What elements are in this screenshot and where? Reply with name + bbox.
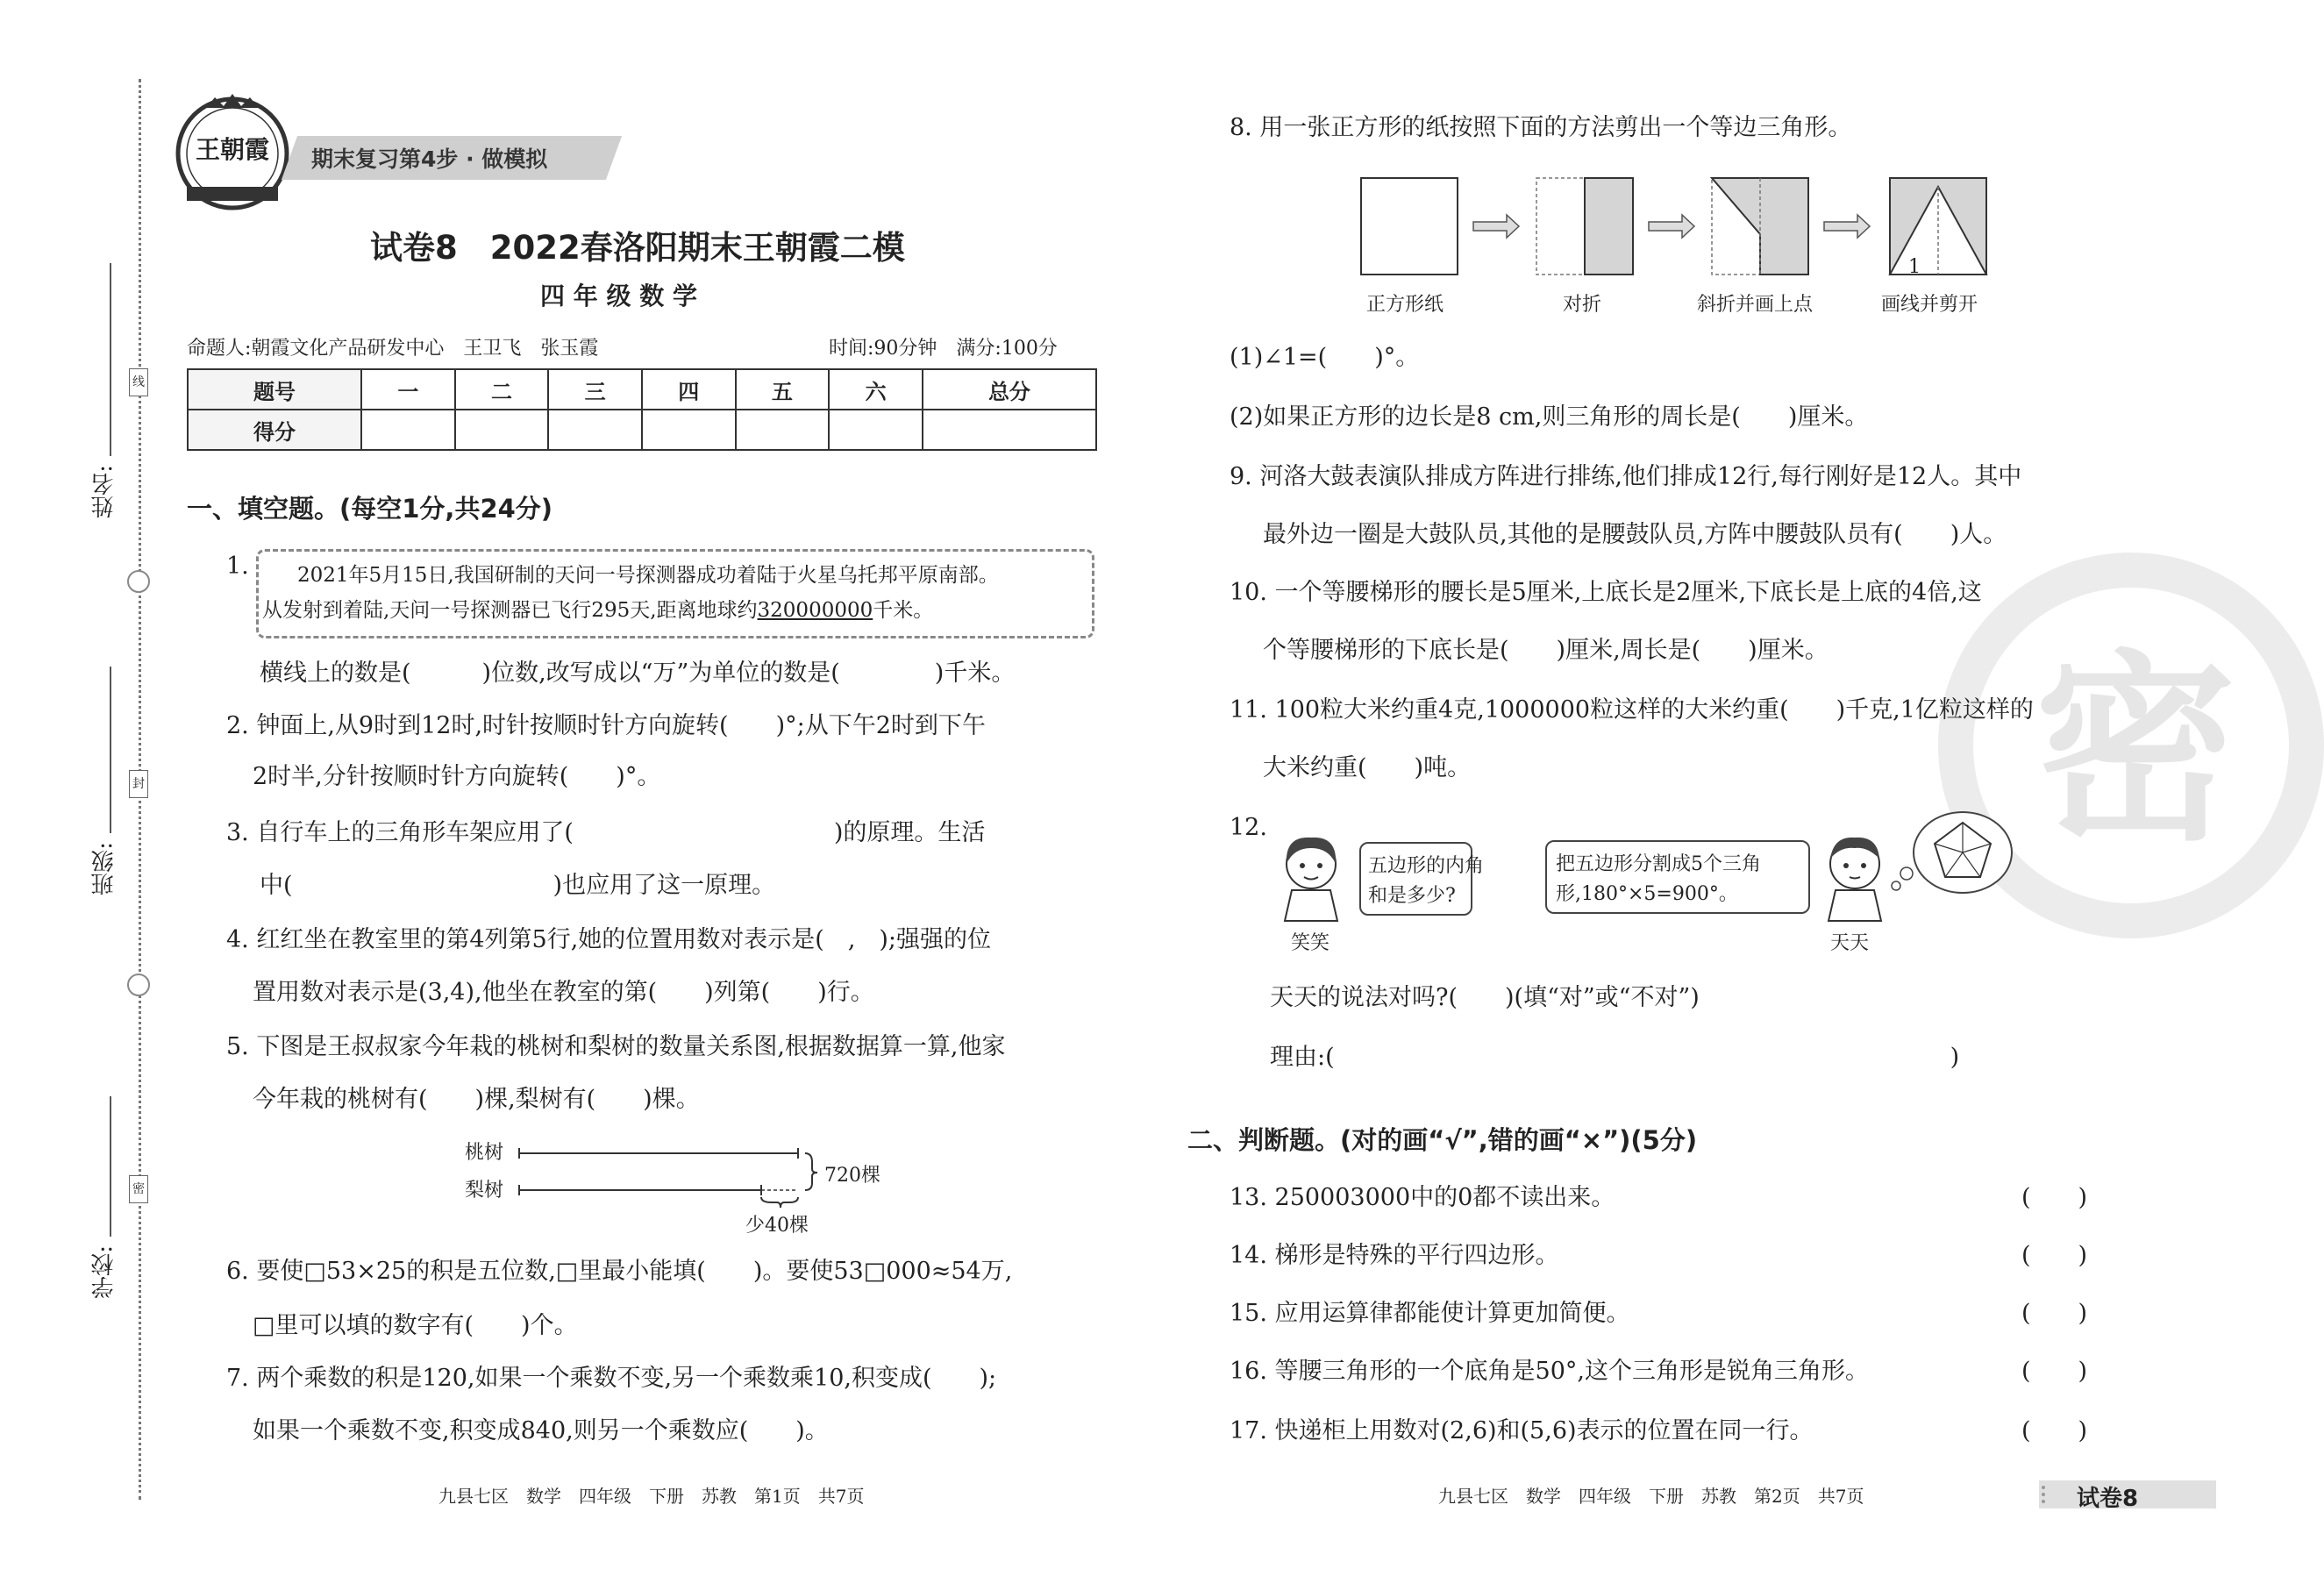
score-cell: 题号 — [188, 369, 361, 410]
q5-line2: 今年栽的桃树有( )棵,梨树有( )棵。 — [253, 1086, 700, 1113]
section-2-title: 二、判断题。(对的画“√”,错的画“×”)(5分) — [1187, 1125, 1698, 1155]
q2-line2: 2时半,分针按顺时针方向旋转( )°。 — [253, 763, 661, 790]
q3-line2: 中( )也应用了这一原理。 — [260, 872, 776, 899]
boy-speech-bubble — [1545, 840, 1810, 914]
score-cell: 得分 — [188, 410, 361, 450]
name-field[interactable] — [110, 263, 111, 456]
judge-15-answer[interactable]: ( ) — [2021, 1300, 2088, 1327]
judge-17: 17. 快递柜上用数对(2,6)和(5,6)表示的位置在同一行。 — [1230, 1417, 1814, 1444]
q1-box-text: 从发射到着陆,天问一号探测器已飞行295天,距离地球约 — [262, 599, 758, 622]
score-cell: 六 — [829, 369, 923, 410]
logo-text: 王朝霞 — [195, 135, 269, 164]
q9-line2: 最外边一圈是大鼓队员,其他的是腰鼓队员,方阵中腰鼓队员有( )人。 — [1263, 521, 2007, 548]
q1-info-box — [256, 549, 1094, 638]
q1-box-text: 千米。 — [873, 599, 934, 622]
q1-box-line1: 2021年5月15日,我国研制的天问一号探测器成功着陆于火星乌托邦平原南部。 — [297, 564, 999, 587]
q1-text: 横线上的数是( )位数,改写成以“万”为单位的数是( )千米。 — [260, 660, 1016, 687]
authors: 命题人:朝霞文化产品研发中心 王卫飞 张玉霞 — [187, 338, 599, 360]
score-input[interactable] — [548, 410, 642, 450]
brand-logo — [171, 92, 294, 215]
q4-line2: 置用数对表示是(3,4),他坐在教室的第( )列第( )行。 — [253, 979, 874, 1006]
q1-box-line2 — [262, 594, 933, 623]
judge-13: 13. 250003000中的0都不读出来。 — [1230, 1184, 1615, 1211]
section-1-title: 一、填空题。(每空1分,共24分) — [187, 494, 553, 524]
q12-line2: 理由:( ) — [1270, 1044, 1960, 1071]
q10-line1: 10. 一个等腰梯形的腰长是5厘米,上底长是2厘米,下底长是上底的4倍,这 — [1230, 579, 1982, 606]
q10-line2: 个等腰梯形的下底长是( )厘米,周长是( )厘米。 — [1263, 637, 1829, 664]
question-number: 1. — [226, 553, 249, 580]
score-input[interactable] — [642, 410, 736, 450]
score-cell: 五 — [736, 369, 830, 410]
binding-mark-feng: 封 — [129, 770, 148, 798]
q8-sub2: (2)如果正方形的边长是8 cm,则三角形的周长是( )厘米。 — [1230, 403, 1869, 431]
binding-mark-xian: 线 — [129, 368, 148, 396]
bubble1-line1: 五边形的内角 — [1368, 855, 1485, 877]
boy-name: 天天 — [1830, 932, 1870, 954]
judge-13-answer[interactable]: ( ) — [2021, 1184, 2088, 1211]
q11-line2: 大米约重( )吨。 — [1263, 754, 1472, 781]
binding-hole — [127, 570, 150, 593]
q6-line1: 6. 要使□53×25的积是五位数,□里最小能填( )。要使53□000≈54万, — [226, 1258, 1013, 1285]
subtitle: 四 年 级 数 学 — [540, 282, 697, 310]
judge-15: 15. 应用运算律都能使计算更加简便。 — [1230, 1300, 1630, 1327]
q12-line1: 天天的说法对吗?( )(填“对”或“不对”) — [1270, 984, 1700, 1011]
q2-line1: 2. 钟面上,从9时到12时,时针按顺时针方向旋转( )°;从下午2时到下午 — [226, 712, 986, 739]
step4-label: 画线并剪开 — [1881, 294, 1978, 316]
score-cell: 二 — [455, 369, 549, 410]
bubble2-line1: 把五边形分割成5个三角 — [1556, 853, 1761, 875]
angle-1-label: 1 — [1908, 256, 1921, 278]
peach-label: 桃树 — [465, 1142, 504, 1164]
q3-line1: 3. 自行车上的三角形车架应用了( )的原理。生活 — [226, 819, 986, 846]
judge-17-answer[interactable]: ( ) — [2021, 1417, 2088, 1444]
q8-sub1: (1)∠1=( )°。 — [1230, 344, 1420, 371]
girl-speech-bubble — [1359, 842, 1485, 916]
q7-line2: 如果一个乘数不变,积变成840,则另一个乘数应( )。 — [253, 1417, 829, 1444]
school-label: 学校: — [91, 1245, 118, 1299]
class-field[interactable] — [110, 667, 111, 833]
score-cell: 一 — [361, 369, 455, 410]
judge-16: 16. 等腰三角形的一个底角是50°,这个三角形是锐角三角形。 — [1230, 1358, 1869, 1385]
girl-illustration — [1267, 829, 1355, 925]
q7-line1: 7. 两个乘数的积是120,如果一个乘数不变,另一个乘数乘10,积变成( ); — [226, 1365, 997, 1392]
score-cell: 四 — [642, 369, 736, 410]
score-table — [187, 368, 1097, 451]
step1-label: 正方形纸 — [1366, 294, 1444, 316]
time-info: 时间:90分钟 满分:100分 — [829, 338, 1058, 360]
score-table-header-row — [188, 369, 1096, 410]
step3-label: 斜折并画上点 — [1697, 294, 1814, 316]
bubble2-line2: 形,180°×5=900°。 — [1556, 883, 1738, 905]
score-table-row — [188, 410, 1096, 450]
bubble1-line2: 和是多少? — [1368, 885, 1456, 907]
score-input[interactable] — [736, 410, 830, 450]
footer-dots — [2042, 1486, 2059, 1503]
q9-line1: 9. 河洛大鼓表演队排成方阵进行排练,他们排成12行,每行刚好是12人。其中 — [1230, 463, 2022, 490]
score-cell: 三 — [548, 369, 642, 410]
footer-tag: 试卷8 — [2077, 1486, 2139, 1512]
q5-line1: 5. 下图是王叔叔家今年栽的桃树和梨树的数量关系图,根据数据算一算,他家 — [226, 1033, 1006, 1060]
judge-16-answer[interactable]: ( ) — [2021, 1358, 2088, 1385]
banner-text: 期末复习第4步 · 做模拟 — [311, 146, 548, 172]
score-input[interactable] — [361, 410, 455, 450]
name-label: 姓名: — [91, 465, 118, 518]
score-input[interactable] — [923, 410, 1096, 450]
question-number: 12. — [1230, 814, 1267, 841]
binding-mark-mi: 密 — [129, 1175, 148, 1203]
footer-left: 九县七区 数学 四年级 下册 苏教 第1页 共7页 — [438, 1486, 865, 1507]
page-title: 试卷8 2022春洛阳期末王朝霞二模 — [370, 229, 905, 267]
footer-right: 九县七区 数学 四年级 下册 苏教 第2页 共7页 — [1438, 1486, 1864, 1507]
binding-hole — [127, 973, 150, 996]
score-cell: 总分 — [923, 369, 1096, 410]
q4-line1: 4. 红红坐在教室里的第4列第5行,她的位置用数对表示是( , );强强的位 — [226, 926, 992, 953]
q8-line1: 8. 用一张正方形的纸按照下面的方法剪出一个等边三角形。 — [1230, 114, 1852, 141]
q5-quantity-diagram — [465, 1136, 886, 1241]
score-input[interactable] — [455, 410, 549, 450]
judge-14: 14. 梯形是特殊的平行四边形。 — [1230, 1242, 1559, 1269]
girl-name: 笑笑 — [1291, 932, 1330, 954]
class-label: 班级: — [91, 842, 118, 895]
score-input[interactable] — [829, 410, 923, 450]
judge-14-answer[interactable]: ( ) — [2021, 1242, 2088, 1269]
less-label: 少40棵 — [745, 1215, 809, 1237]
q11-line1: 11. 100粒大米约重4克,1000000粒这样的大米约重( )千克,1亿粒这样的 — [1230, 696, 2034, 724]
q6-line2: □里可以填的数字有( )个。 — [253, 1312, 578, 1339]
total-label: 720棵 — [824, 1165, 880, 1187]
school-field[interactable] — [110, 1096, 111, 1237]
pear-label: 梨树 — [465, 1180, 504, 1202]
pentagon-thought-bubble — [1886, 807, 2017, 903]
watermark-text: 密 — [2035, 631, 2237, 868]
step2-label: 对折 — [1563, 294, 1602, 316]
q1-underlined-number: 320000000 — [757, 599, 873, 622]
